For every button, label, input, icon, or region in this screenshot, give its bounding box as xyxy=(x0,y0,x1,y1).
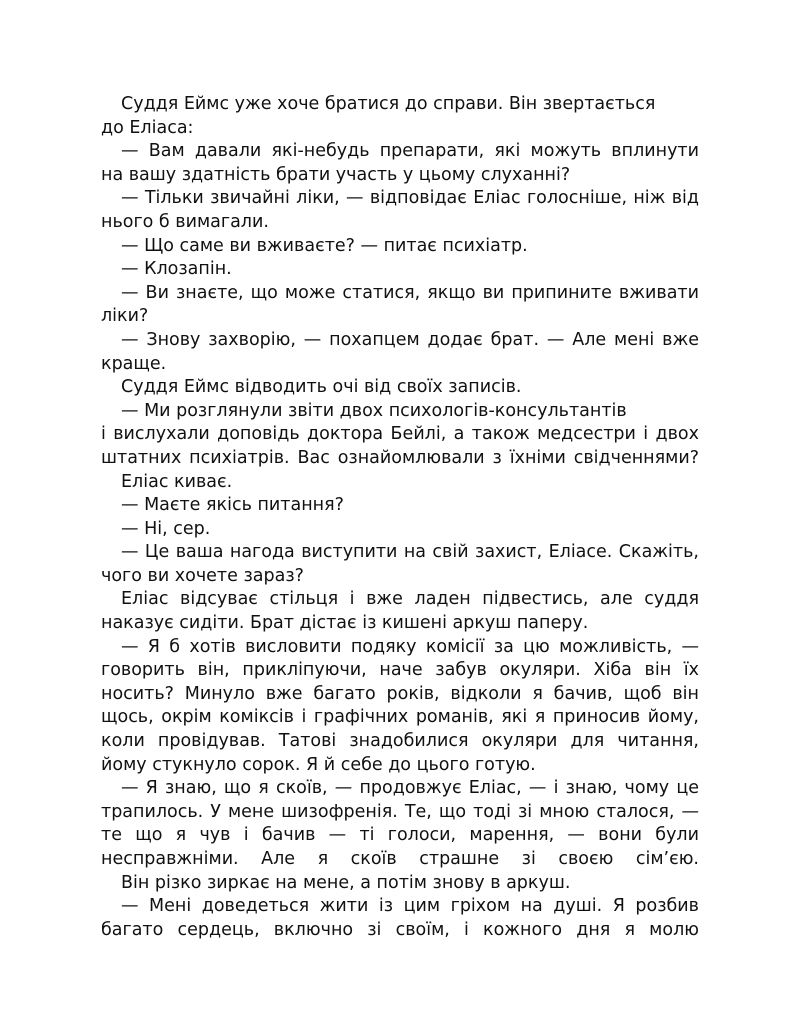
text-line: ліки? xyxy=(101,306,149,327)
text-line: Еліас відсуває стільця і вже ладен підвестись, але суддя xyxy=(121,589,699,610)
text-line: — Ми розглянули звіти двох психологів-консультантів xyxy=(121,400,627,421)
text-line: — Тільки звичайні ліки, — відповідає Еліас голосніше, ніж від xyxy=(121,188,699,209)
text-line: — Ви знаєте, що може статися, якщо ви припините вживати xyxy=(121,282,699,303)
text-line: щось, окрім коміксів і графічних романів, які я приносив йому, xyxy=(101,707,699,728)
text-line: штатних психіатрів. Вас ознайомлювали з їхніми свідченнями? xyxy=(101,447,699,468)
text-line: — Вам давали які-небудь препарати, які можуть вплинути xyxy=(121,141,699,162)
text-line: наказує сидіти. Брат дістає із кишені аркуш паперу. xyxy=(101,613,589,634)
text-line: — Ні, сер. xyxy=(121,518,211,539)
text-line: — Клозапін. xyxy=(121,259,232,280)
text-line: Суддя Еймс уже хоче братися до справи. Він звертається xyxy=(121,94,656,114)
text-line: — Я знаю, що я скоїв, — продовжує Еліас, — і знаю, чому це xyxy=(121,778,699,799)
text-line: Еліас киває. xyxy=(121,471,233,492)
text-line: носить? Минуло вже багато років, відколи я бачив, щоб він xyxy=(101,683,699,704)
text-line: несправжніми. Але я скоїв страшне зі своєю сім’єю. xyxy=(101,849,699,869)
text-line: на вашу здатність брати участь у цьому слуханні? xyxy=(101,164,571,185)
text-line: нього б вимагали. xyxy=(101,211,269,232)
text-line: коли провідував. Татові знадобилися окуляри для читання, xyxy=(101,731,699,752)
text-line: трапилось. У мене шизофренія. Те, що тоді зі мною сталося, — xyxy=(101,801,699,822)
text-line: і вислухали доповідь доктора Бейлі, а також медсестри і двох xyxy=(101,424,699,445)
text-line: — Що саме ви вживаєте? — питає психіатр. xyxy=(121,235,528,256)
text-line: — Маєте якісь питання? xyxy=(121,495,344,516)
document-text xyxy=(101,93,699,942)
text-line: багато сердець, включно зі своїм, і кожного дня я молю xyxy=(101,919,699,940)
text-line: — Це ваша нагода виступити на свій захист, Еліасе. Скажіть, xyxy=(121,542,699,563)
text-line: до Еліаса: xyxy=(101,117,194,138)
text-line: чого ви хочете зараз? xyxy=(101,565,304,586)
text-line: йому стукнуло сорок. Я й себе до цього готую. xyxy=(101,754,536,775)
text-line: — Знову захворію, — похапцем додає брат. — Але мені вже xyxy=(121,329,699,350)
text-line: те що я чув і бачив — ті голоси, марення, — вони були xyxy=(101,825,699,846)
text-line: Суддя Еймс відводить очі від своїх записів. xyxy=(121,377,522,398)
text-line: Він різко зиркає на мене, а потім знову в аркуш. xyxy=(121,872,571,893)
text-line: — Мені доведеться жити із цим гріхом на душі. Я розбив xyxy=(121,896,699,917)
text-line: краще. xyxy=(101,353,167,374)
text-line: говорить він, прикліпуючи, наче забув окуляри. Хіба він їх xyxy=(101,660,699,681)
text-line: — Я б хотів висловити подяку комісії за цю можливість, — xyxy=(121,636,699,657)
